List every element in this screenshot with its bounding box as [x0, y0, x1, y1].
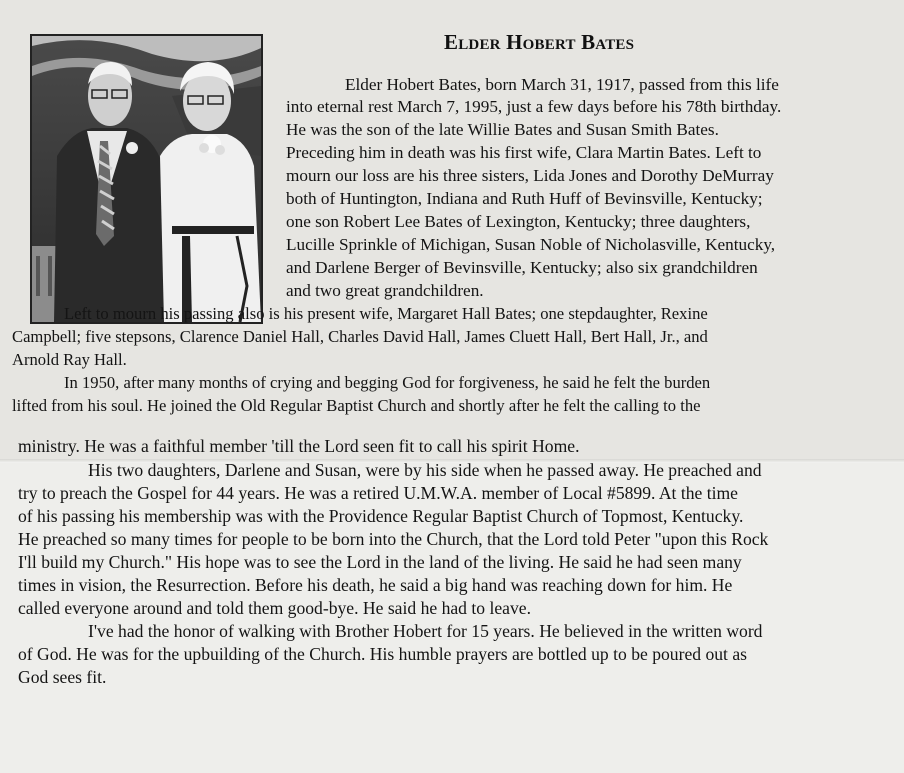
text-line: try to preach the Gospel for 44 years. He was a retired U.M.W.A. member of Local #5899. At the time: [18, 483, 738, 503]
text-line: His two daughters, Darlene and Susan, were by his side when he passed away. He preached and: [88, 460, 762, 480]
text-line: God sees fit.: [18, 667, 107, 687]
text-line: I'll build my Church." His hope was to see the Lord in the land of the living. He said he had seen many: [18, 552, 742, 572]
text-line: of his passing his membership was with the Providence Regular Baptist Church of Topmost, Kentucky.: [18, 506, 744, 526]
text-line: Arnold Ray Hall.: [12, 350, 127, 369]
text-line: called everyone around and told them good-bye. He said he had to leave.: [18, 598, 531, 618]
text-line: mourn our loss are his three sisters, Lida Jones and Dorothy DeMurray: [286, 166, 774, 185]
text-line: I've had the honor of walking with Brother Hobert for 15 years. He believed in the written word: [88, 621, 763, 641]
text-line: lifted from his soul. He joined the Old Regular Baptist Church and shortly after he felt the calling to the: [12, 396, 701, 415]
portrait-photo: [30, 34, 263, 324]
text-line: of God. He was for the upbuilding of the Church. His humble prayers are bottled up to be poured out as: [18, 644, 747, 664]
text-line: Preceding him in death was his first wife, Clara Martin Bates. Left to: [286, 143, 762, 162]
text-line: He preached so many times for people to be born into the Church, that the Lord told Peter "upon this Rock: [18, 529, 769, 549]
portrait-illustration: [32, 36, 261, 322]
text-line: Campbell; five stepsons, Clarence Daniel Hall, Charles David Hall, James Cluett Hall, Bert Hall, Jr., and: [12, 327, 708, 346]
obituary-title: Elder Hobert Bates: [444, 30, 635, 54]
text-line: Left to mourn his passing also is his present wife, Margaret Hall Bates; one stepdaughter, Rexine: [64, 304, 708, 323]
text-line: times in vision, the Resurrection. Before his death, he said a big hand was reaching down for him. He: [18, 575, 733, 595]
text-line: In 1950, after many months of crying and begging God for forgiveness, he said he felt the burden: [64, 373, 711, 392]
text-line: both of Huntington, Indiana and Ruth Huff of Bevinsville, Kentucky;: [286, 189, 763, 208]
text-line: He was the son of the late Willie Bates and Susan Smith Bates.: [286, 120, 719, 139]
text-line: Lucille Sprinkle of Michigan, Susan Noble of Nicholasville, Kentucky,: [286, 235, 776, 254]
text-line: one son Robert Lee Bates of Lexington, Kentucky; three daughters,: [286, 212, 751, 231]
text-line: and two great grandchildren.: [286, 281, 484, 300]
text-line: into eternal rest March 7, 1995, just a few days before his 78th birthday.: [286, 97, 782, 116]
text-line: Elder Hobert Bates, born March 31, 1917, passed from this life: [345, 75, 779, 94]
text-line: and Darlene Berger of Bevinsville, Kentucky; also six grandchildren: [286, 258, 758, 277]
text-line: ministry. He was a faithful member 'till the Lord seen fit to call his spirit Home.: [18, 436, 580, 456]
